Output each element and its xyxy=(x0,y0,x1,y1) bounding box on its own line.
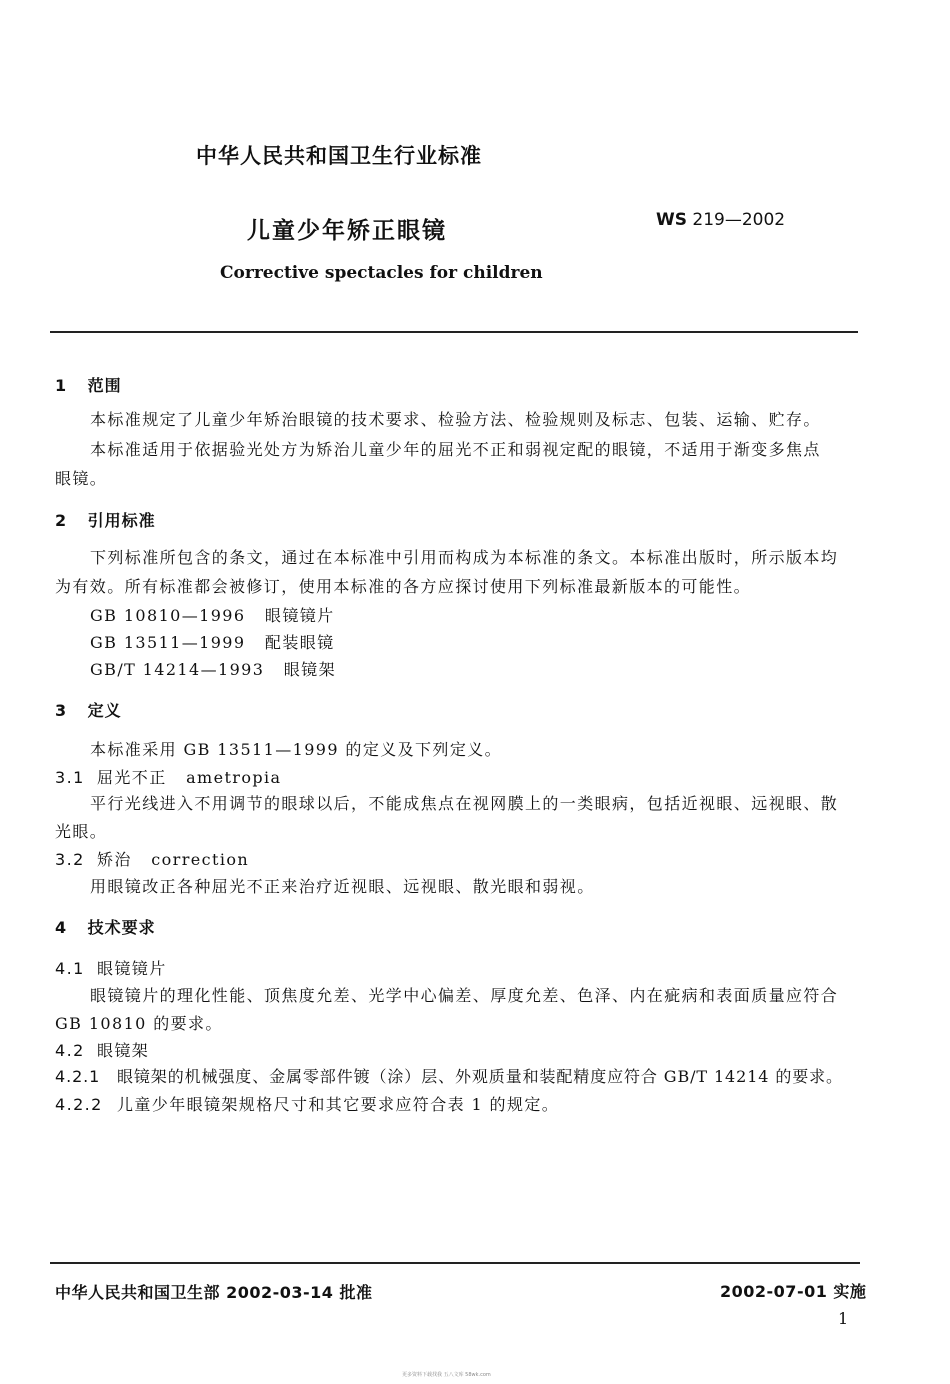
clause-number: 4.2.1 xyxy=(55,1067,101,1086)
clause-4-2-heading xyxy=(55,1038,149,1061)
section-4-heading xyxy=(55,915,156,938)
definition-term-english: ametropia xyxy=(186,768,282,787)
section-3-intro: 本标准采用 GB 13511—1999 的定义及下列定义。 xyxy=(90,740,503,759)
page-number: 1 xyxy=(838,1309,849,1328)
section-title: 技术要求 xyxy=(87,918,156,937)
section-1-paragraph-2-line-2: 眼镜。 xyxy=(55,469,108,488)
definition-3-1-heading xyxy=(55,765,281,788)
section-1-heading xyxy=(55,373,122,396)
section-title: 引用标准 xyxy=(87,511,156,530)
clause-4-1-text-line-2: GB 10810 的要求。 xyxy=(55,1014,223,1033)
reference-name: 眼镜架 xyxy=(283,660,336,679)
definition-3-2-heading xyxy=(55,847,249,870)
standard-prefix: WS xyxy=(656,210,687,230)
clause-number: 4.2 xyxy=(55,1041,85,1060)
clause-number: 4.1 xyxy=(55,959,85,978)
clause-number: 3.1 xyxy=(55,768,85,787)
definition-3-1-text-line-2: 光眼。 xyxy=(55,822,108,841)
english-subtitle: Corrective spectacles for children xyxy=(220,263,543,283)
reference-item xyxy=(90,603,335,626)
clause-text: 儿童少年眼镜架规格尺寸和其它要求应符合表 1 的规定。 xyxy=(117,1095,560,1114)
clause-number: 3.2 xyxy=(55,850,85,869)
section-3-heading xyxy=(55,698,122,721)
section-number: 2 xyxy=(55,511,68,530)
clause-4-1-text-line-1: 眼镜镜片的理化性能、顶焦度允差、光学中心偏差、厚度允差、色泽、内在疵病和表面质量应符合 xyxy=(90,986,839,1005)
section-2-paragraph-line-2: 为有效。所有标准都会被修订，使用本标准的各方应探讨使用下列标准最新版本的可能性。 xyxy=(55,577,752,596)
section-number: 3 xyxy=(55,701,68,720)
reference-code: GB/T 14214—1993 xyxy=(90,660,265,679)
approval-line: 中华人民共和国卫生部 2002-03-14 批准 xyxy=(55,1283,373,1302)
standard-code: 219—2002 xyxy=(692,210,786,230)
section-title: 范围 xyxy=(87,376,122,395)
issuing-organization: 中华人民共和国卫生行业标准 xyxy=(196,144,482,168)
document-title: 儿童少年矫正眼镜 xyxy=(247,218,447,244)
clause-4-2-2 xyxy=(55,1092,559,1115)
clause-title: 眼镜架 xyxy=(97,1041,150,1060)
section-title: 定义 xyxy=(87,701,122,720)
reference-name: 眼镜镜片 xyxy=(264,606,335,625)
reference-code: GB 10810—1996 xyxy=(90,606,246,625)
section-number: 1 xyxy=(55,376,68,395)
section-2-paragraph-line-1: 下列标准所包含的条文，通过在本标准中引用而构成为本标准的条文。本标准出版时，所示版本均 xyxy=(90,548,839,567)
standard-number xyxy=(656,210,785,230)
implementation-date: 2002-07-01 实施 xyxy=(720,1282,867,1301)
definition-3-2-text: 用眼镜改正各种屈光不正来治疗近视眼、远视眼、散光眼和弱视。 xyxy=(90,877,595,896)
section-1-paragraph-1: 本标准规定了儿童少年矫治眼镜的技术要求、检验方法、检验规则及标志、包装、运输、贮存。 xyxy=(90,410,821,429)
clause-number: 4.2.2 xyxy=(55,1095,103,1114)
header-divider xyxy=(50,331,858,333)
reference-name: 配装眼镜 xyxy=(264,633,335,652)
reference-code: GB 13511—1999 xyxy=(90,633,246,652)
section-2-heading xyxy=(55,508,156,531)
definition-term-english: correction xyxy=(151,850,250,869)
watermark-text: 更多资料下载找我 五八文库 58wk.com xyxy=(402,1372,491,1378)
clause-title: 眼镜镜片 xyxy=(97,959,167,978)
clause-text: 眼镜架的机械强度、金属零部件镀（涂）层、外观质量和装配精度应符合 GB/T 14214 的要求。 xyxy=(117,1067,843,1086)
definition-term: 屈光不正 xyxy=(97,768,167,787)
reference-item xyxy=(90,630,335,653)
reference-item xyxy=(90,657,336,680)
section-1-paragraph-2-line-1: 本标准适用于依据验光处方为矫治儿童少年的屈光不正和弱视定配的眼镜，不适用于渐变多焦点 xyxy=(90,440,821,459)
footer-divider xyxy=(50,1262,860,1264)
section-number: 4 xyxy=(55,918,68,937)
clause-4-2-1 xyxy=(55,1064,843,1087)
definition-term: 矫治 xyxy=(97,850,132,869)
clause-4-1-heading xyxy=(55,956,167,979)
definition-3-1-text-line-1: 平行光线进入不用调节的眼球以后，不能成焦点在视网膜上的一类眼病，包括近视眼、远视眼、散 xyxy=(90,794,839,813)
